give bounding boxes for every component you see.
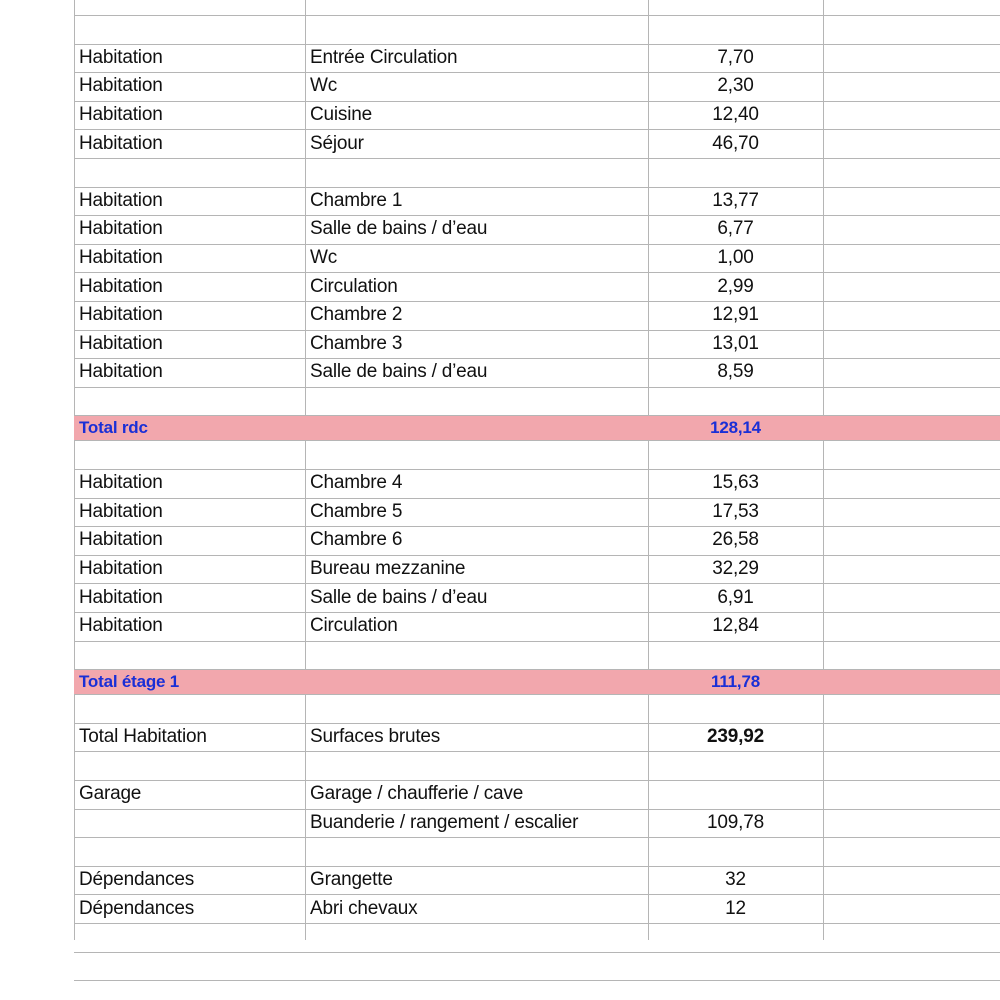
row-divider [74, 555, 1000, 556]
description-cell: Grangette [310, 869, 393, 891]
row-divider [74, 469, 1000, 470]
blank-row [74, 923, 1000, 952]
table-row [74, 101, 1000, 130]
row-divider [74, 980, 1000, 981]
category-cell: Habitation [79, 247, 163, 269]
surface-value-cell: 46,70 [712, 132, 759, 154]
description-cell: Séjour [310, 132, 364, 154]
row-divider [74, 923, 1000, 924]
description-cell: Entrée Circulation [310, 46, 458, 68]
description-cell: Chambre 4 [310, 472, 403, 494]
row-divider [74, 330, 1000, 331]
row-divider [74, 809, 1000, 810]
row-divider [74, 187, 1000, 188]
category-cell: Habitation [79, 500, 163, 522]
row-divider [74, 15, 1000, 16]
description-cell: Circulation [310, 615, 398, 637]
description-cell: Chambre 5 [310, 500, 403, 522]
table-row [74, 301, 1000, 330]
category-cell: Dépendances [79, 869, 195, 891]
blank-row [74, 641, 1000, 670]
blank-row [74, 158, 1000, 187]
surface-value-cell: 111,78 [711, 671, 760, 691]
row-divider [74, 751, 1000, 752]
description-cell: Abri chevaux [310, 897, 418, 919]
row-divider [74, 215, 1000, 216]
surface-value-cell: 12,84 [712, 615, 759, 637]
blank-row [74, 15, 1000, 44]
description-cell: Surfaces brutes [310, 726, 441, 748]
row-divider [74, 780, 1000, 781]
category-cell: Habitation [79, 472, 163, 494]
surface-value-cell: 12,40 [712, 104, 759, 126]
description-cell: Chambre 3 [310, 332, 403, 354]
description-cell: Buanderie / rangement / escalier [310, 811, 579, 833]
surface-value-cell: 8,59 [717, 361, 754, 383]
row-divider [74, 723, 1000, 724]
description-cell: Salle de bains / d’eau [310, 218, 488, 240]
row-divider [74, 129, 1000, 130]
description-cell: Garage / chaufferie / cave [310, 783, 524, 805]
surface-value-cell: 2,30 [717, 75, 754, 97]
table-row [74, 330, 1000, 359]
description-cell: Chambre 6 [310, 529, 403, 551]
surface-value-cell: 15,63 [712, 472, 759, 494]
row-divider [74, 669, 1000, 670]
blank-row [74, 952, 1000, 981]
category-cell: Habitation [79, 46, 163, 68]
row-divider [74, 44, 1000, 45]
description-cell: Salle de bains / d’eau [310, 586, 488, 608]
surface-value-cell: 1,00 [717, 247, 754, 269]
table-row [74, 780, 1000, 809]
category-cell: Habitation [79, 332, 163, 354]
table-row [74, 612, 1000, 641]
table-row [74, 526, 1000, 555]
category-cell: Habitation [79, 189, 163, 211]
row-divider [74, 894, 1000, 895]
surface-value-cell: 12 [725, 897, 746, 919]
description-cell: Chambre 2 [310, 304, 403, 326]
table-row [74, 272, 1000, 301]
blank-row [74, 837, 1000, 866]
surface-value-cell: 239,92 [707, 726, 764, 748]
category-cell: Habitation [79, 304, 163, 326]
category-cell: Habitation [79, 275, 163, 297]
category-cell: Total étage 1 [79, 671, 180, 691]
row-divider [74, 272, 1000, 273]
row-divider [74, 694, 1000, 695]
row-divider [74, 301, 1000, 302]
row-divider [74, 101, 1000, 102]
description-cell: Cuisine [310, 104, 372, 126]
table-row [74, 129, 1000, 158]
category-cell: Habitation [79, 132, 163, 154]
description-cell: Wc [310, 247, 338, 269]
table-row [74, 809, 1000, 838]
category-cell: Dépendances [79, 897, 195, 919]
table-row [74, 723, 1000, 752]
row-divider [74, 387, 1000, 388]
surface-value-cell: 6,77 [717, 218, 754, 240]
table-row [74, 244, 1000, 273]
category-cell: Habitation [79, 218, 163, 240]
description-cell: Salle de bains / d’eau [310, 361, 488, 383]
table-row [74, 469, 1000, 498]
row-divider [74, 526, 1000, 527]
surface-value-cell [648, 780, 823, 809]
surface-value-cell: 32,29 [712, 558, 759, 580]
surface-value-cell: 32 [725, 869, 746, 891]
category-cell: Garage [79, 783, 142, 805]
total-row [74, 415, 1000, 440]
category-cell: Habitation [79, 361, 163, 383]
table-row [74, 44, 1000, 73]
blank-row [74, 440, 1000, 469]
row-divider [74, 72, 1000, 73]
surface-value-cell: 12,91 [712, 304, 759, 326]
row-divider [74, 498, 1000, 499]
surface-value-cell: 128,14 [710, 417, 761, 437]
total-row [74, 669, 1000, 694]
table-row [74, 187, 1000, 216]
table-row [74, 866, 1000, 895]
surface-value-cell: 6,91 [717, 586, 754, 608]
row-divider [74, 837, 1000, 838]
table-row [74, 583, 1000, 612]
blank-row [74, 387, 1000, 416]
table-row [74, 215, 1000, 244]
category-cell: Habitation [79, 615, 163, 637]
surface-value-cell: 109,78 [707, 811, 764, 833]
table-row [74, 72, 1000, 101]
table-row [74, 894, 1000, 923]
category-cell: Habitation [79, 558, 163, 580]
row-divider [74, 440, 1000, 441]
category-cell: Habitation [79, 75, 163, 97]
blank-row [74, 694, 1000, 723]
category-cell: Total rdc [79, 417, 148, 437]
row-divider [74, 358, 1000, 359]
blank-row [74, 751, 1000, 780]
row-divider [74, 244, 1000, 245]
category-cell: Total Habitation [79, 726, 207, 748]
description-cell: Circulation [310, 275, 398, 297]
category-cell: Habitation [79, 586, 163, 608]
surface-value-cell: 7,70 [717, 46, 754, 68]
surface-value-cell: 13,77 [712, 189, 759, 211]
row-divider [74, 641, 1000, 642]
table-row [74, 555, 1000, 584]
row-divider [74, 612, 1000, 613]
surface-value-cell: 2,99 [717, 275, 754, 297]
description-cell: Chambre 1 [310, 189, 403, 211]
description-cell: Wc [310, 75, 338, 97]
row-divider [74, 952, 1000, 953]
row-divider [74, 583, 1000, 584]
row-divider [74, 866, 1000, 867]
surface-value-cell: 13,01 [712, 332, 759, 354]
category-cell: Habitation [79, 529, 163, 551]
description-cell: Bureau mezzanine [310, 558, 466, 580]
row-divider [74, 415, 1000, 416]
surface-value-cell: 17,53 [712, 500, 759, 522]
table-row [74, 358, 1000, 387]
category-cell: Habitation [79, 104, 163, 126]
surface-value-cell: 26,58 [712, 529, 759, 551]
table-row [74, 498, 1000, 527]
row-divider [74, 158, 1000, 159]
